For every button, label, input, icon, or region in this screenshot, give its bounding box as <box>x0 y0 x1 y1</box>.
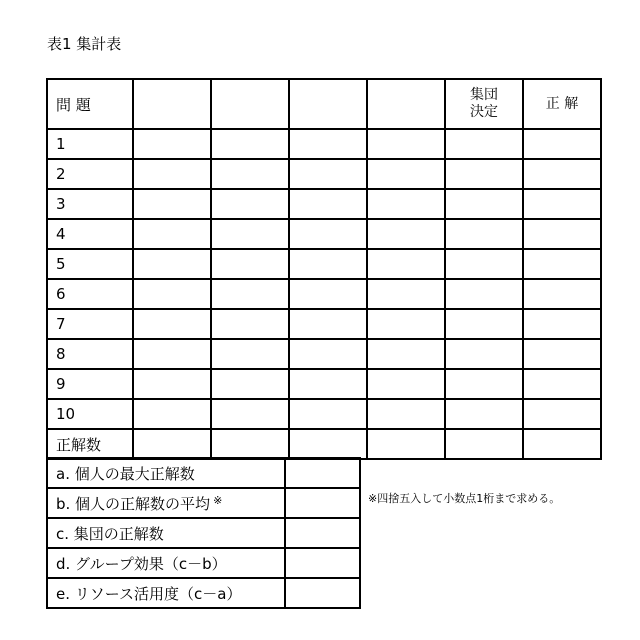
header-problem: 問 題 <box>47 79 133 129</box>
answer-cell[interactable] <box>367 159 445 189</box>
answer-cell[interactable] <box>445 309 523 339</box>
problem-label: 1 <box>47 129 133 159</box>
tally-row <box>47 279 601 309</box>
answer-cell[interactable] <box>523 249 601 279</box>
answer-cell[interactable] <box>367 249 445 279</box>
summary-label: a. 個人の最大正解数 <box>56 464 195 483</box>
answer-cell[interactable] <box>367 369 445 399</box>
rounding-note: ※四捨五入して小数点1桁まで求める。 <box>368 492 561 505</box>
answer-cell[interactable] <box>367 399 445 429</box>
answer-cell[interactable] <box>523 309 601 339</box>
problem-label: 10 <box>47 399 133 429</box>
tally-row <box>47 369 601 399</box>
answer-cell[interactable] <box>445 399 523 429</box>
note-mark: ※ <box>213 493 223 507</box>
summary-label-cell <box>47 488 285 518</box>
problem-label: 8 <box>47 339 133 369</box>
problem-label: 3 <box>47 189 133 219</box>
answer-cell[interactable] <box>289 309 367 339</box>
problem-label: 7 <box>47 309 133 339</box>
answer-cell[interactable] <box>367 189 445 219</box>
answer-cell[interactable] <box>367 279 445 309</box>
answer-cell[interactable] <box>367 219 445 249</box>
answer-cell[interactable] <box>523 189 601 219</box>
summary-row <box>47 458 360 488</box>
answer-cell[interactable] <box>289 399 367 429</box>
answer-cell[interactable] <box>367 339 445 369</box>
summary-label-cell <box>47 578 285 608</box>
answer-cell[interactable] <box>289 129 367 159</box>
answer-cell[interactable] <box>133 249 211 279</box>
tally-row <box>47 429 601 459</box>
tally-row <box>47 189 601 219</box>
tally-row <box>47 399 601 429</box>
table-title: 表1 集計表 <box>47 35 122 53</box>
tally-row <box>47 339 601 369</box>
tally-row <box>47 219 601 249</box>
answer-cell[interactable] <box>289 159 367 189</box>
answer-cell[interactable] <box>211 369 289 399</box>
answer-cell[interactable] <box>445 219 523 249</box>
answer-cell[interactable] <box>445 189 523 219</box>
answer-cell[interactable] <box>133 219 211 249</box>
answer-cell[interactable] <box>523 279 601 309</box>
answer-cell[interactable] <box>211 189 289 219</box>
header-member-3 <box>289 79 367 129</box>
summary-label-cell <box>47 548 285 578</box>
answer-cell[interactable] <box>523 159 601 189</box>
tally-table <box>46 78 602 460</box>
answer-cell[interactable] <box>211 429 289 459</box>
answer-cell[interactable] <box>211 399 289 429</box>
answer-cell[interactable] <box>133 369 211 399</box>
answer-cell[interactable] <box>289 219 367 249</box>
summary-value-cell[interactable] <box>285 518 360 548</box>
answer-cell[interactable] <box>367 309 445 339</box>
summary-label: c. 集団の正解数 <box>56 524 164 543</box>
header-member-2 <box>211 79 289 129</box>
answer-cell[interactable] <box>445 249 523 279</box>
summary-row <box>47 488 360 518</box>
header-group-decision-line2: 決定 <box>470 104 498 120</box>
answer-cell[interactable] <box>445 429 523 459</box>
summary-table <box>46 457 361 609</box>
header-group-decision <box>445 79 523 129</box>
answer-cell[interactable] <box>211 219 289 249</box>
answer-cell[interactable] <box>211 249 289 279</box>
summary-label: d. グループ効果（c－b） <box>56 554 227 573</box>
answer-cell[interactable] <box>133 189 211 219</box>
answer-cell[interactable] <box>445 339 523 369</box>
answer-cell[interactable] <box>523 219 601 249</box>
answer-cell[interactable] <box>367 429 445 459</box>
answer-cell[interactable] <box>211 309 289 339</box>
answer-cell[interactable] <box>133 309 211 339</box>
answer-cell[interactable] <box>289 249 367 279</box>
answer-cell[interactable] <box>445 159 523 189</box>
answer-cell[interactable] <box>523 369 601 399</box>
answer-cell[interactable] <box>289 189 367 219</box>
header-correct: 正 解 <box>523 79 601 129</box>
answer-cell[interactable] <box>133 399 211 429</box>
tally-row <box>47 129 601 159</box>
answer-cell[interactable] <box>367 129 445 159</box>
answer-cell[interactable] <box>289 369 367 399</box>
summary-value-cell[interactable] <box>285 548 360 578</box>
problem-label: 正解数 <box>47 429 133 459</box>
answer-cell[interactable] <box>133 279 211 309</box>
summary-value-cell[interactable] <box>285 488 360 518</box>
answer-cell[interactable] <box>133 339 211 369</box>
answer-cell[interactable] <box>133 429 211 459</box>
answer-cell[interactable] <box>133 129 211 159</box>
problem-label: 4 <box>47 219 133 249</box>
problem-label: 2 <box>47 159 133 189</box>
summary-row <box>47 518 360 548</box>
tally-row <box>47 249 601 279</box>
summary-label-cell <box>47 518 285 548</box>
summary-label: e. リソース活用度（c－a） <box>56 584 242 603</box>
answer-cell[interactable] <box>211 279 289 309</box>
answer-cell[interactable] <box>523 399 601 429</box>
summary-value-cell[interactable] <box>285 578 360 608</box>
summary-value-cell[interactable] <box>285 458 360 488</box>
answer-cell[interactable] <box>289 339 367 369</box>
summary-label-cell <box>47 458 285 488</box>
answer-cell[interactable] <box>523 429 601 459</box>
answer-cell[interactable] <box>445 279 523 309</box>
problem-label: 6 <box>47 279 133 309</box>
answer-cell[interactable] <box>523 129 601 159</box>
answer-cell[interactable] <box>211 339 289 369</box>
problem-label: 9 <box>47 369 133 399</box>
answer-cell[interactable] <box>523 339 601 369</box>
summary-row <box>47 578 360 608</box>
tally-row <box>47 159 601 189</box>
header-member-4 <box>367 79 445 129</box>
answer-cell[interactable] <box>445 129 523 159</box>
answer-cell[interactable] <box>211 159 289 189</box>
answer-cell[interactable] <box>289 279 367 309</box>
header-member-1 <box>133 79 211 129</box>
summary-label: b. 個人の正解数の平均 <box>56 494 211 513</box>
summary-row <box>47 548 360 578</box>
tally-row <box>47 309 601 339</box>
tally-header-row <box>47 79 601 129</box>
answer-cell[interactable] <box>445 369 523 399</box>
answer-cell[interactable] <box>211 129 289 159</box>
answer-cell[interactable] <box>289 429 367 459</box>
answer-cell[interactable] <box>133 159 211 189</box>
header-group-decision-line1: 集団 <box>470 87 498 103</box>
problem-label: 5 <box>47 249 133 279</box>
